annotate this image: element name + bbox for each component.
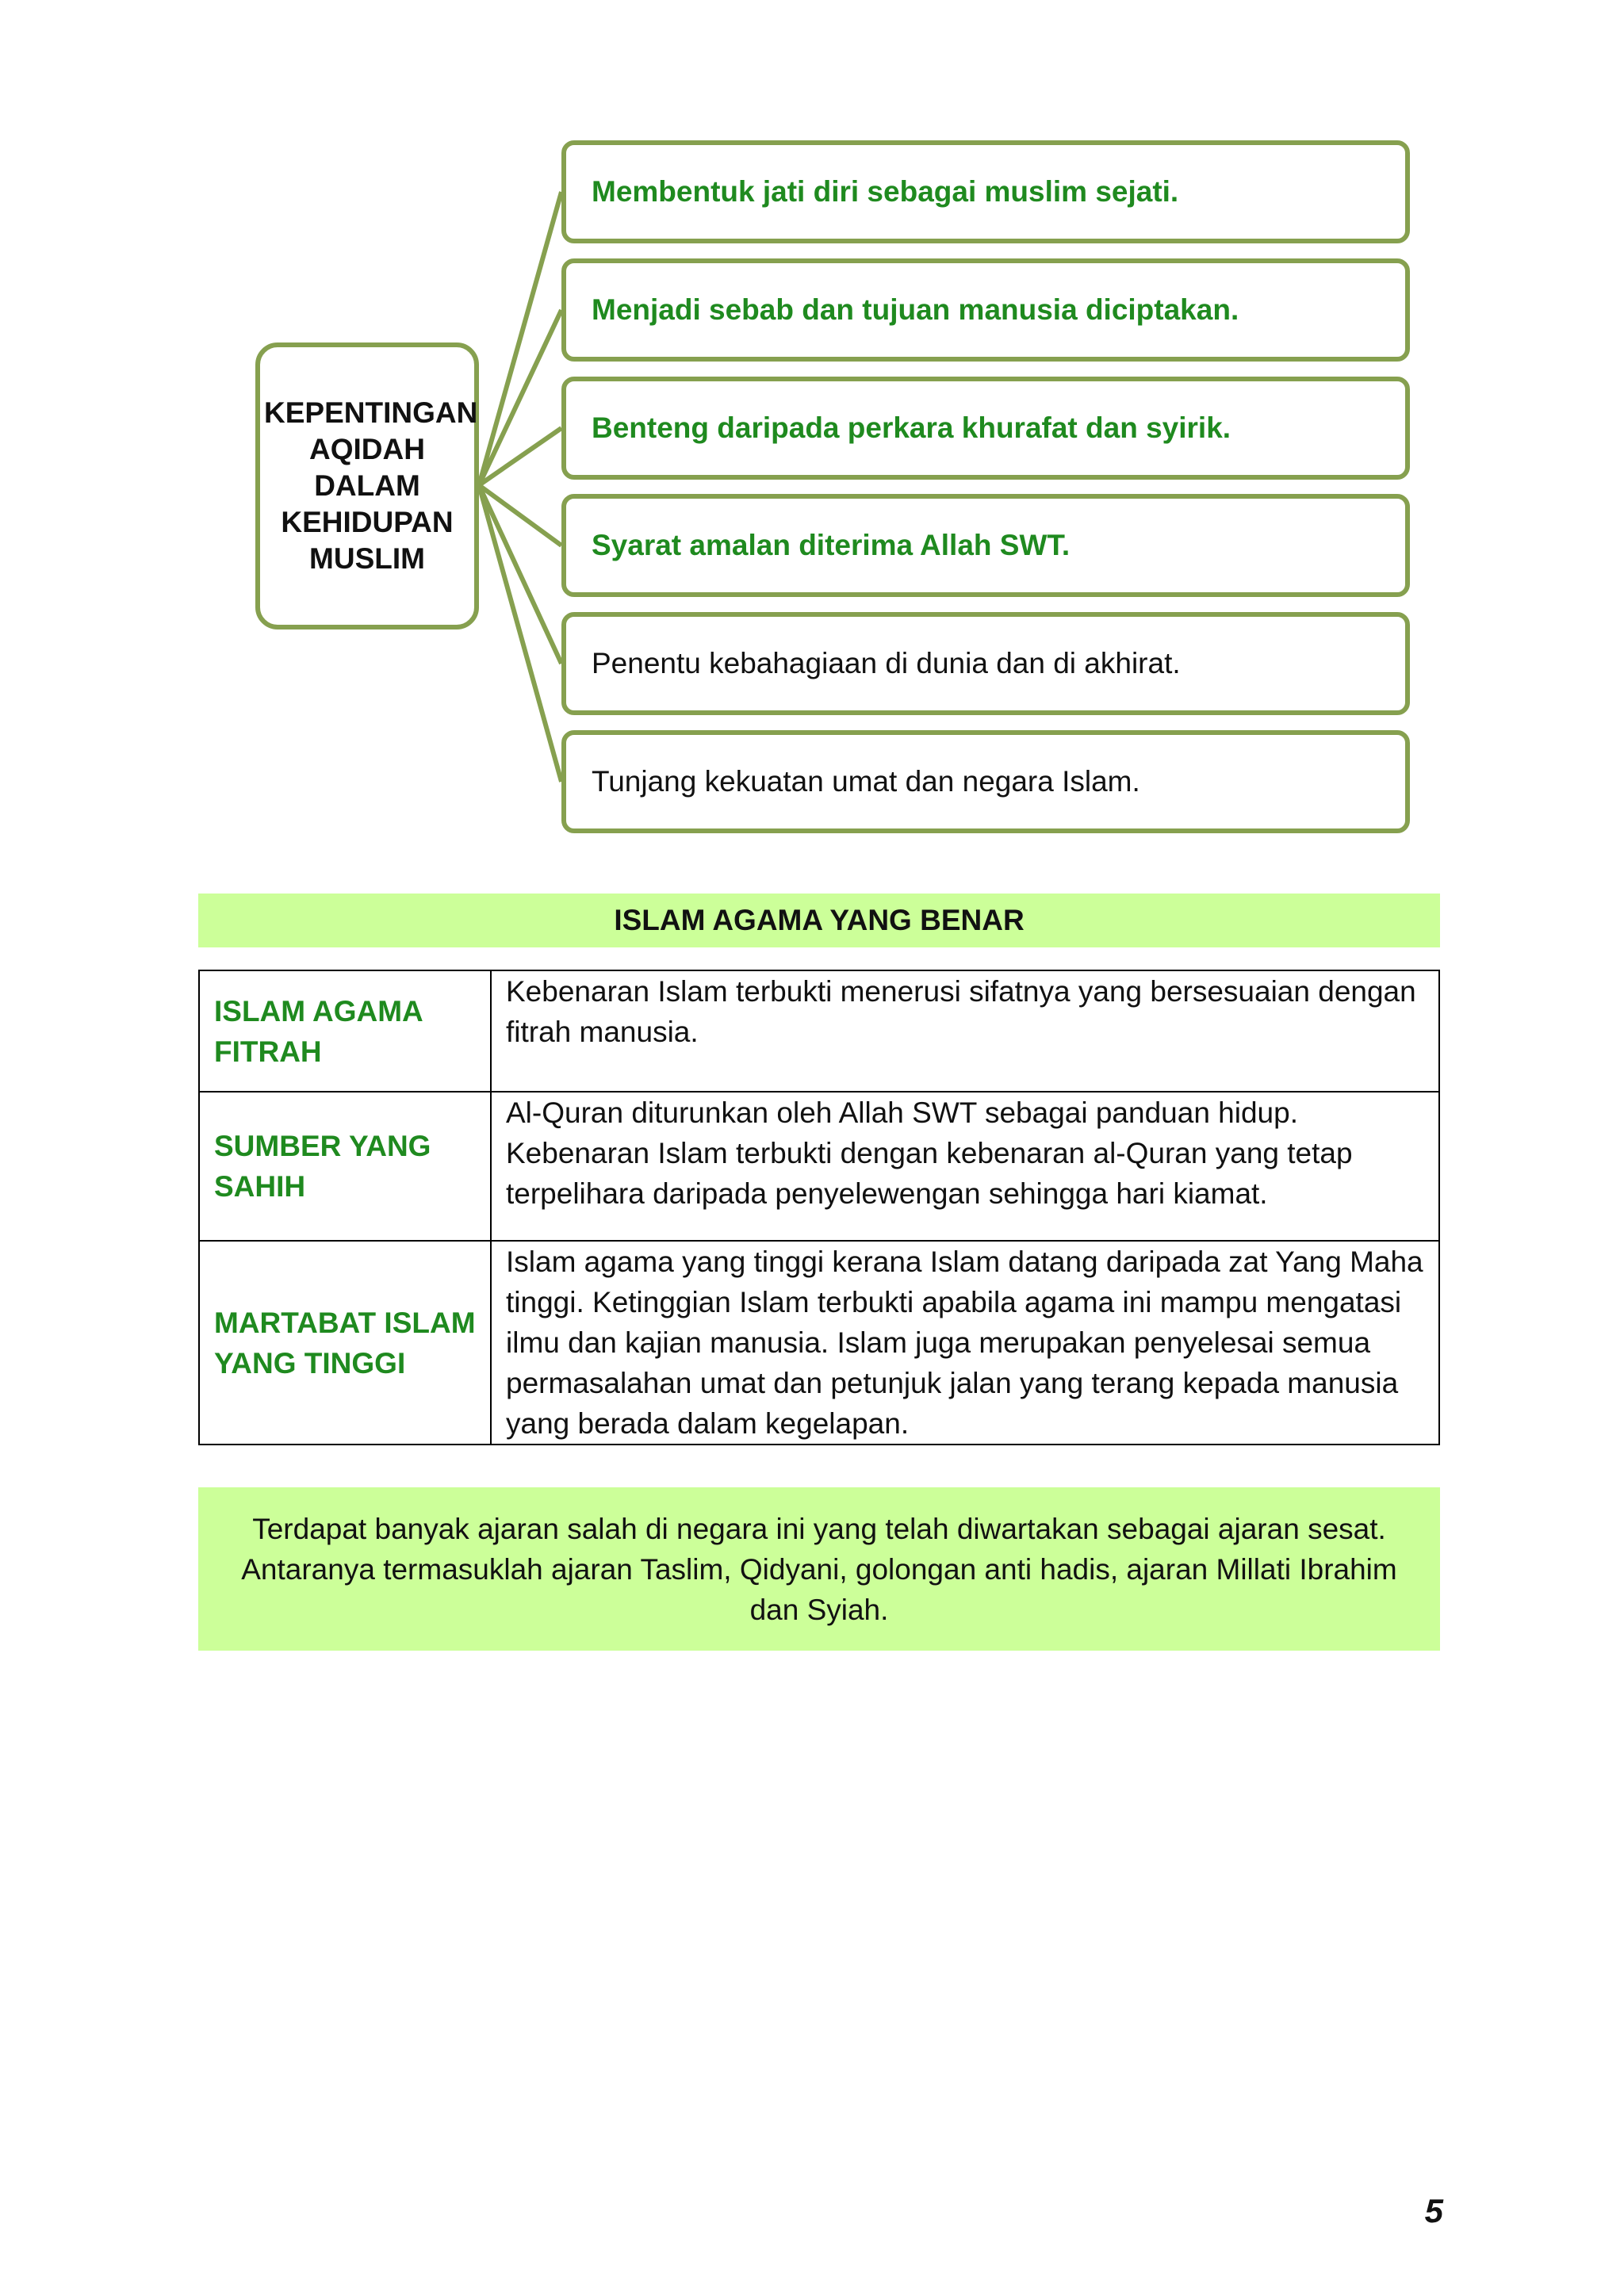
mindmap-branch-5: [561, 612, 1410, 715]
row-description: Al-Quran diturunkan oleh Allah SWT sebagai panduan hidup. Kebenaran Islam terbukti dengan kebenaran al-Quran yang tetap terpelihara daripada penyelewengan sehingga hari kiamat.: [491, 1092, 1439, 1241]
mindmap-center-label: KEPENTINGAN AQIDAH DALAM KEHIDUPAN MUSLIM: [264, 396, 478, 575]
table-row: [199, 970, 1439, 1092]
mindmap-branch-4: [561, 494, 1410, 597]
mindmap-branch-1: [561, 140, 1410, 243]
branch-label: Menjadi sebab dan tujuan manusia diciptakan.: [592, 293, 1239, 326]
mindmap-branch-6: [561, 730, 1410, 833]
row-description: Islam agama yang tinggi kerana Islam datang daripada zat Yang Maha tinggi. Ketinggian Islam terbukti apabila agama ini mampu mengatasi ilmu dan kajian manusia. Islam juga merupakan penyelesai semua permasalahan umat dan petunjuk jalan yang terang kepada manusia yang berada dalam kegelapan.: [491, 1241, 1439, 1445]
branch-label: Penentu kebahagiaan di dunia dan di akhirat.: [592, 647, 1181, 679]
row-term: MARTABAT ISLAM YANG TINGGI: [199, 1241, 491, 1445]
page-number: 5: [1424, 2192, 1443, 2229]
branch-label: Benteng daripada perkara khurafat dan syirik.: [592, 411, 1231, 444]
mindmap-branch-3: [561, 377, 1410, 480]
table-row: [199, 1241, 1439, 1445]
mindmap-center-node: [255, 342, 479, 629]
branch-label: Membentuk jati diri sebagai muslim sejati.: [592, 175, 1179, 208]
row-term: SUMBER YANG SAHIH: [199, 1092, 491, 1241]
note-box: [198, 1487, 1440, 1651]
branch-label: Tunjang kekuatan umat dan negara Islam.: [592, 765, 1140, 798]
branch-label: Syarat amalan diterima Allah SWT.: [592, 529, 1071, 561]
section-title: [198, 894, 1440, 947]
row-term: ISLAM AGAMA FITRAH: [199, 970, 491, 1092]
table-row: [199, 1092, 1439, 1241]
note-text: Terdapat banyak ajaran salah di negara ini yang telah diwartakan sebagai ajaran sesat. Antaranya termasuklah ajaran Taslim, Qidyani, golongan anti hadis, ajaran Millati Ibrahim dan Syiah.: [241, 1512, 1397, 1626]
info-table: [198, 970, 1440, 1445]
mindmap-branch-2: [561, 258, 1410, 362]
section-title-text: ISLAM AGAMA YANG BENAR: [614, 904, 1025, 936]
row-description: Kebenaran Islam terbukti menerusi sifatnya yang bersesuaian dengan fitrah manusia.: [491, 970, 1439, 1092]
